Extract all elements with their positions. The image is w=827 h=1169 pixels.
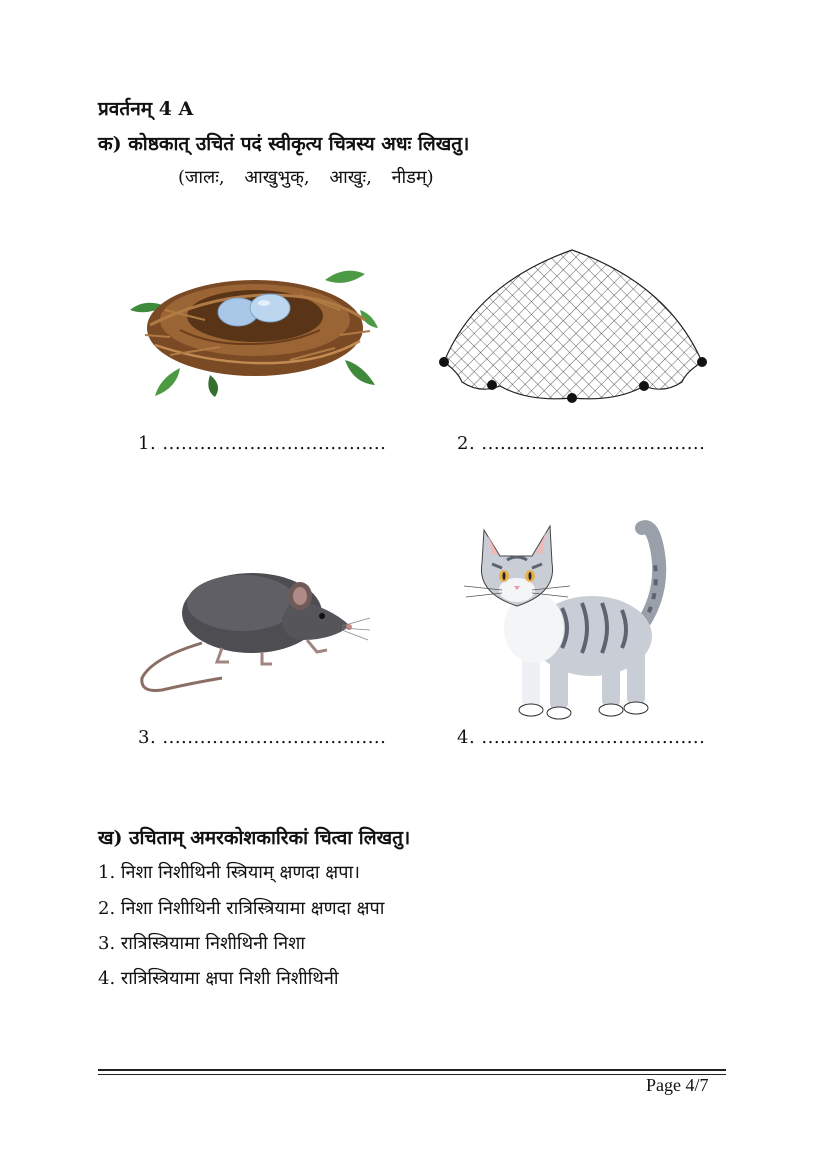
footer-divider: [98, 1069, 726, 1071]
option-item-1: 1. निशा निशीथिनी स्त्रियाम् क्षणदा क्षपा।: [98, 862, 360, 883]
answer-blank-4: 4. ....................................: [457, 727, 706, 748]
option-item-3: 3. रात्रिस्त्रियामा निशीथिनी निशा: [98, 933, 306, 954]
fishing-net-image: [436, 244, 708, 406]
footer-divider-thin: [98, 1074, 726, 1075]
section-title: प्रवर्तनम् 4 A: [98, 98, 194, 120]
option-item-4: 4. रात्रिस्त्रियामा क्षपा निशी निशीथिनी: [98, 968, 339, 989]
page-number: Page 4/7: [646, 1075, 709, 1095]
option-item-2: 2. निशा निशीथिनी रात्रिस्त्रियामा क्षणदा क्षपा: [98, 898, 385, 919]
word-options: (जालः, आखुभुक्, आखुः, नीडम्): [178, 167, 434, 188]
cat-image: [462, 518, 680, 723]
question-b-text: ख) उचिताम् अमरकोशकारिकां चित्वा लिखतु।: [98, 827, 411, 849]
answer-blank-1: 1. ....................................: [138, 433, 387, 454]
bird-nest-image: [120, 250, 385, 398]
answer-blank-2: 2. ....................................: [457, 433, 706, 454]
answer-blank-3: 3. ....................................: [138, 727, 387, 748]
mouse-image: [132, 548, 372, 698]
question-a-text: क) कोष्ठकात् उचितं पदं स्वीकृत्य चित्रस्य अधः लिखतु।: [98, 133, 470, 155]
